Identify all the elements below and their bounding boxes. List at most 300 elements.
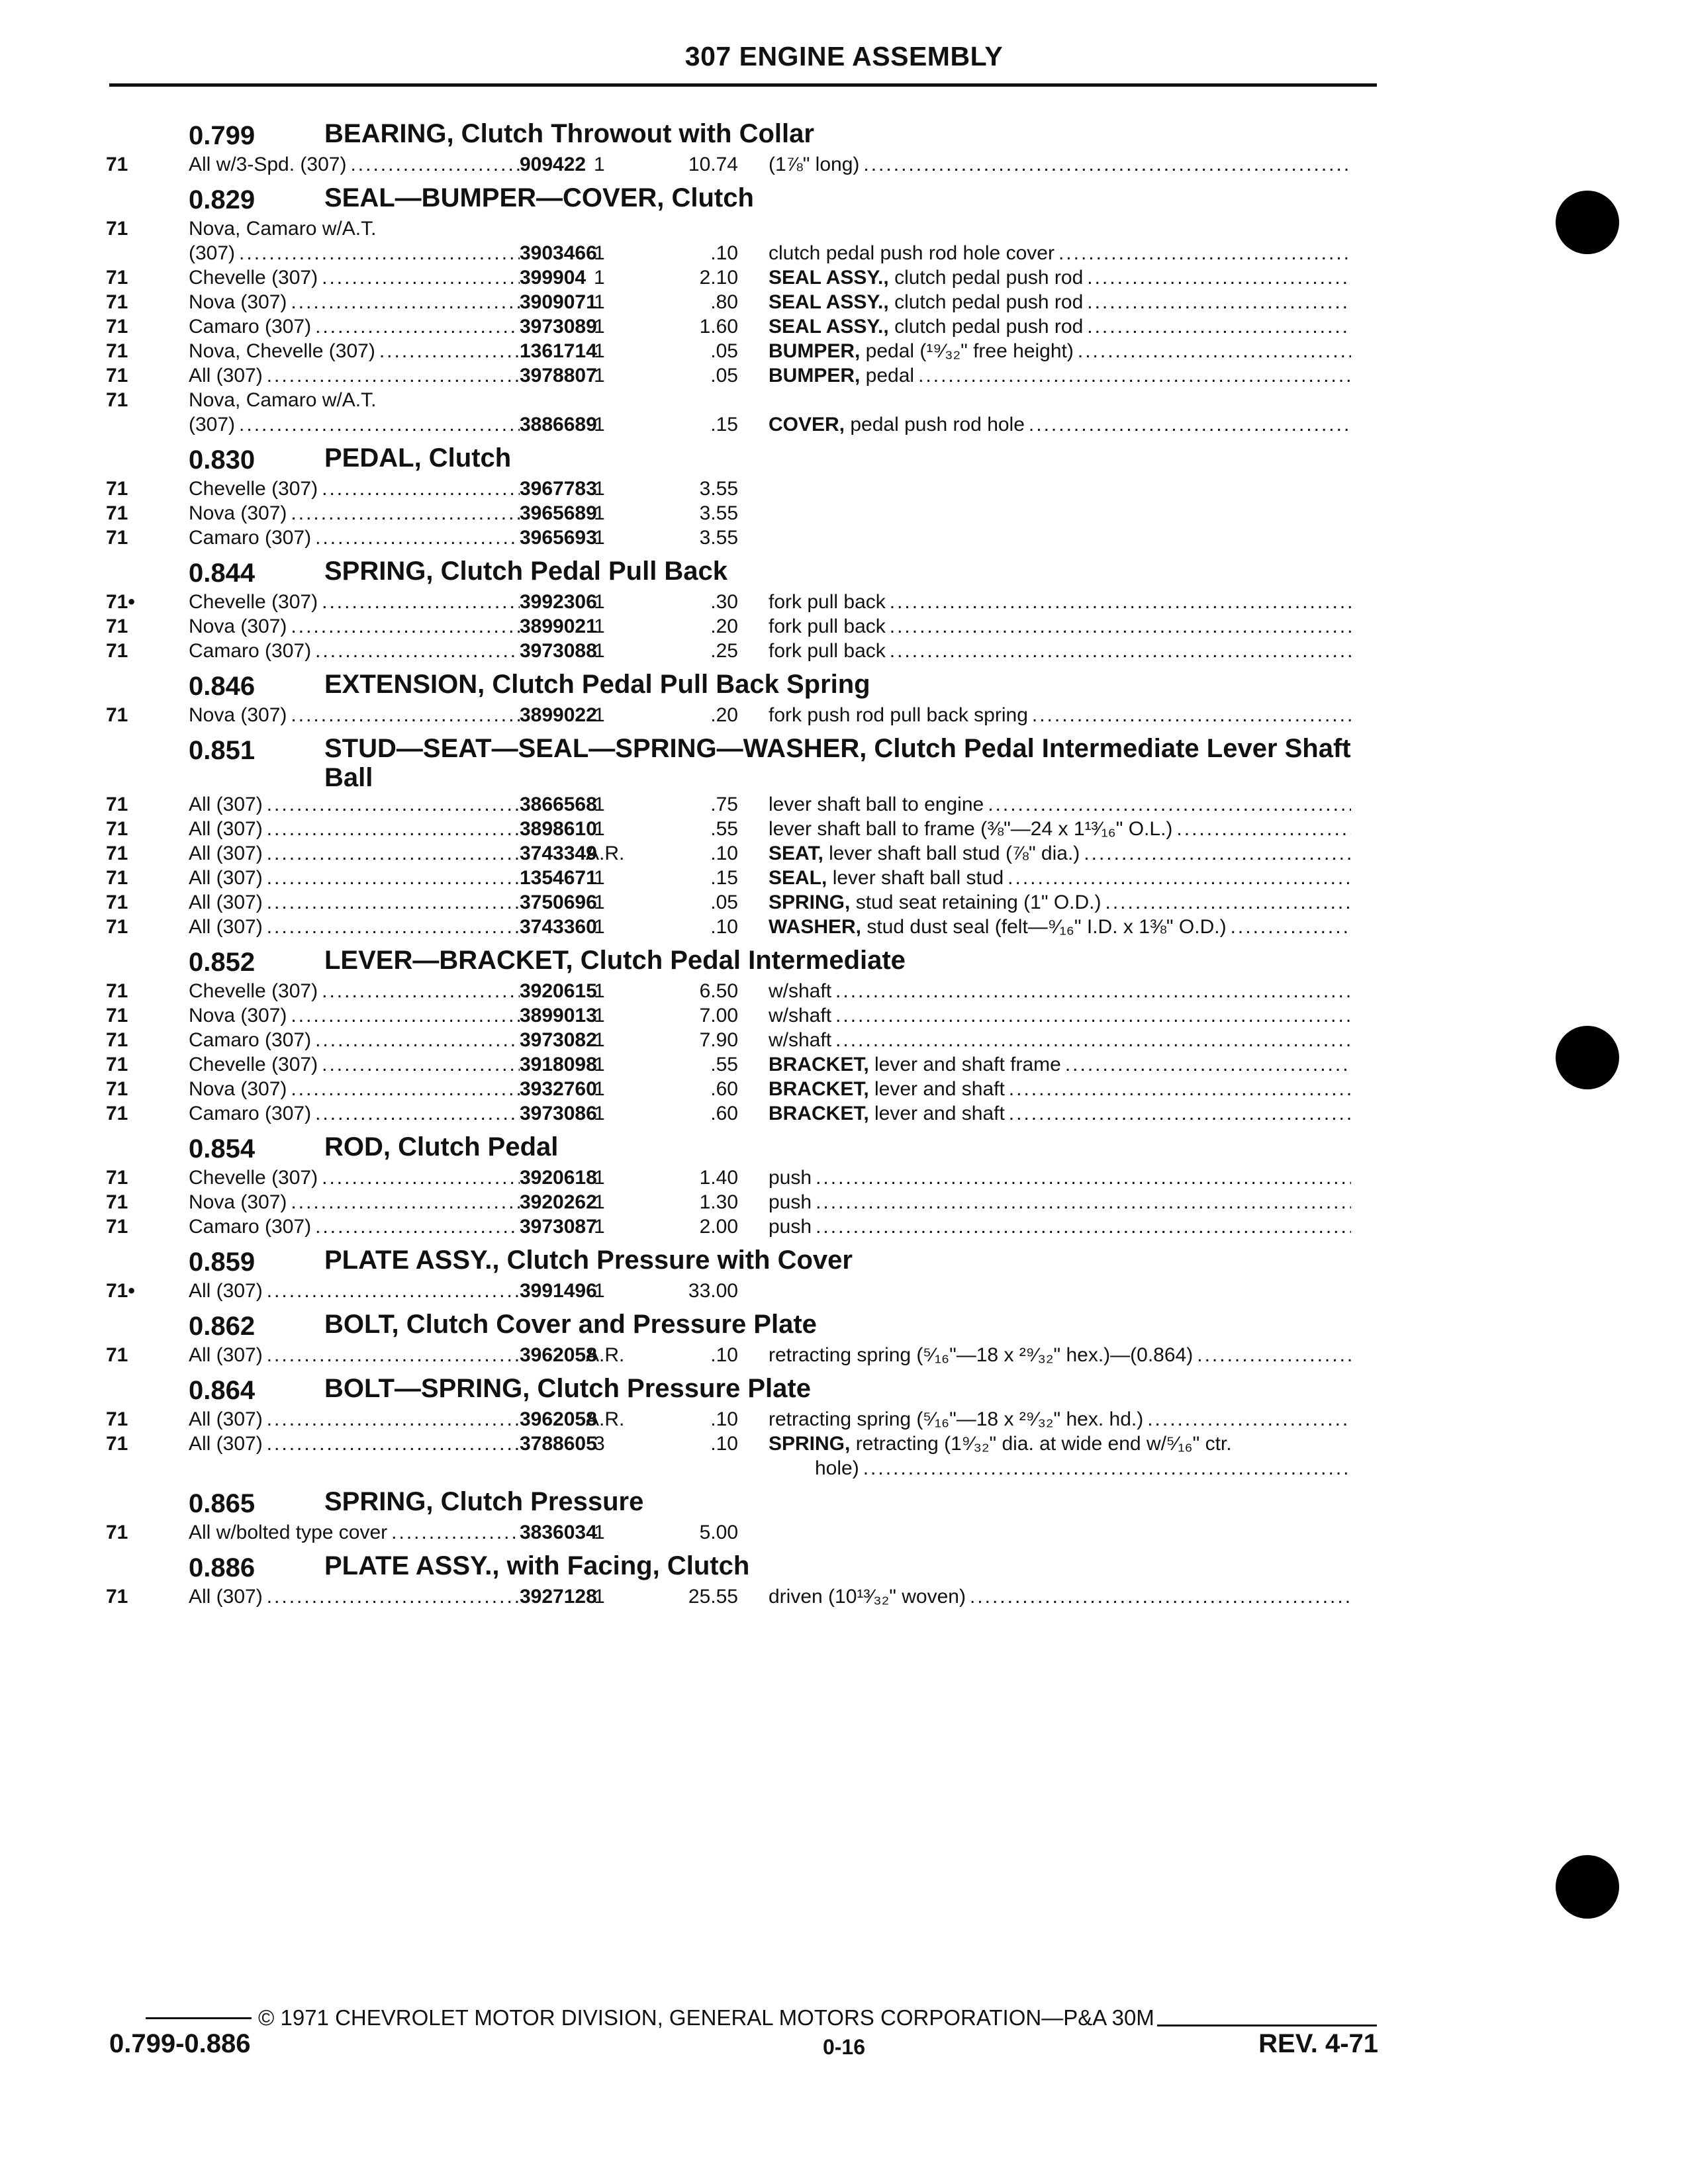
parts-list <box>0 113 1688 1609</box>
description-detail: lever and shaft <box>868 1078 1005 1100</box>
description-detail: clutch pedal push rod <box>888 291 1084 313</box>
description-text <box>769 590 886 614</box>
description-detail: retracting spring (⁵⁄₁₆"—18 x ²⁹⁄₃₂" hex. hd.) <box>769 1408 1144 1430</box>
part-number-cell: 3965693 <box>520 527 597 549</box>
description-cell <box>769 363 1351 388</box>
leader-dots <box>886 614 1351 639</box>
description-cell <box>769 866 1351 890</box>
table-row <box>0 477 1688 501</box>
description-text <box>769 1584 966 1609</box>
description-detail: (1⅞" long) <box>769 154 860 175</box>
model-cell <box>189 1407 520 1432</box>
section-title: ROD, Clutch Pedal <box>324 1132 559 1161</box>
model-cell <box>189 525 520 550</box>
price-cell: .05 <box>710 891 738 913</box>
binder-hole-1 <box>1556 191 1619 254</box>
year-cell: 71 <box>106 704 128 726</box>
price-cell: .10 <box>710 916 738 938</box>
description-text <box>769 290 1083 314</box>
model-cell <box>189 216 520 241</box>
description-cell <box>769 817 1351 841</box>
section-title: PLATE ASSY., with Facing, Clutch <box>324 1551 750 1580</box>
year-cell: 71 <box>106 154 128 175</box>
description-detail: w/shaft <box>769 1005 832 1026</box>
quantity-cell: 3 <box>594 1433 605 1455</box>
price-cell: 3.55 <box>699 502 738 524</box>
table-row <box>0 1101 1688 1126</box>
section <box>0 1243 1688 1303</box>
footer-rule-right <box>1157 2025 1377 2026</box>
year-cell: 71 <box>106 1586 128 1608</box>
leader-dots <box>914 363 1351 388</box>
year-cell: 71 <box>106 980 128 1002</box>
model-text: (307) <box>189 414 236 435</box>
part-number-cell: 3743349 <box>520 842 597 864</box>
part-number-cell: 3898610 <box>520 818 597 840</box>
footer-copyright: © 1971 CHEVROLET MOTOR DIVISION, GENERAL MOTORS CORPORATION—P&A 30M <box>258 2005 1154 2030</box>
description-text <box>769 915 1227 939</box>
quantity-cell: 1 <box>594 1280 605 1302</box>
leader-dots <box>263 1343 520 1367</box>
leader-dots <box>263 1432 520 1456</box>
table-row <box>0 590 1688 614</box>
leader-dots <box>311 525 520 550</box>
year-cell: 71 <box>106 1344 128 1366</box>
leader-dots <box>1061 1052 1351 1077</box>
description-detail: lever shaft ball stud (⅞" dia.) <box>823 842 1080 864</box>
model-cell <box>189 1343 520 1367</box>
leader-dots <box>886 639 1351 663</box>
model-cell <box>189 1165 520 1190</box>
section-header <box>0 1484 1688 1520</box>
model-cell <box>189 1279 520 1303</box>
price-cell: 7.00 <box>699 1005 738 1026</box>
description-cell <box>769 1584 1351 1609</box>
price-cell: .55 <box>710 1054 738 1075</box>
leader-dots <box>263 1584 520 1609</box>
description-text <box>769 412 1025 437</box>
leader-dots <box>311 1101 520 1126</box>
leader-dots <box>966 1584 1351 1609</box>
leader-dots <box>263 841 520 866</box>
table-row <box>0 1214 1688 1239</box>
leader-dots <box>984 792 1351 817</box>
price-cell: 33.00 <box>688 1280 738 1302</box>
leader-dots <box>318 1165 520 1190</box>
part-number-cell: 3909071 <box>520 291 597 313</box>
description-cell <box>769 1052 1351 1077</box>
table-row <box>0 1165 1688 1190</box>
table-row <box>0 1432 1688 1456</box>
description-text <box>769 152 859 177</box>
leader-dots <box>1028 703 1351 727</box>
leader-dots <box>287 614 520 639</box>
quantity-cell: 1 <box>594 242 605 264</box>
section <box>0 441 1688 550</box>
leader-dots <box>1025 412 1351 437</box>
section <box>0 1307 1688 1367</box>
model-cell <box>189 1028 520 1052</box>
part-number-cell: 3788605 <box>520 1433 597 1455</box>
description-text <box>769 363 914 388</box>
model-text: Camaro (307) <box>189 527 312 549</box>
section-title: SPRING, Clutch Pedal Pull Back <box>324 557 728 586</box>
description-continuation: hole) <box>815 1457 859 1479</box>
section <box>0 943 1688 1126</box>
model-text: All w/3-Spd. (307) <box>189 154 347 175</box>
table-row <box>0 1407 1688 1432</box>
part-number-cell: 3903466 <box>520 242 597 264</box>
leader-dots <box>859 1456 1351 1480</box>
part-number-cell: 1354671 <box>520 867 597 889</box>
leader-dots <box>311 639 520 663</box>
description-keyword: BRACKET, <box>769 1054 869 1075</box>
table-row <box>0 1190 1688 1214</box>
model-text: Chevelle (307) <box>189 1167 318 1189</box>
leader-dots <box>886 590 1351 614</box>
model-text: All w/bolted type cover <box>189 1522 388 1543</box>
model-cell <box>189 388 520 412</box>
description-cell <box>769 1077 1351 1101</box>
leader-dots <box>263 890 520 915</box>
model-text: Nova, Camaro w/A.T. <box>189 218 377 240</box>
model-text: Chevelle (307) <box>189 478 318 500</box>
description-text <box>769 1343 1193 1367</box>
model-text: Camaro (307) <box>189 640 312 662</box>
description-cell <box>769 1456 1351 1480</box>
footer-range: 0.799-0.886 <box>109 2029 251 2058</box>
description-text <box>769 1003 831 1028</box>
price-cell: 7.90 <box>699 1029 738 1051</box>
part-number-cell: 3973082 <box>520 1029 597 1051</box>
section-title: SPRING, Clutch Pressure <box>324 1487 644 1516</box>
quantity-cell: 1 <box>594 1029 605 1051</box>
year-cell: 71 <box>106 1054 128 1075</box>
leader-dots <box>1143 1407 1351 1432</box>
leader-dots <box>1193 1343 1351 1367</box>
quantity-cell: 1 <box>594 316 605 338</box>
table-row <box>0 1520 1688 1545</box>
description-text <box>769 1028 831 1052</box>
description-keyword: SEAL ASSY., <box>769 291 889 313</box>
price-cell: .80 <box>710 291 738 313</box>
year-cell: 71 <box>106 615 128 637</box>
description-keyword: COVER, <box>769 414 845 435</box>
model-cell <box>189 339 520 363</box>
description-cell <box>769 792 1351 817</box>
description-detail: fork pull back <box>769 640 886 662</box>
part-number-cell: 909422 <box>520 154 586 175</box>
model-text: Camaro (307) <box>189 1103 312 1124</box>
part-number-cell: 3899013 <box>520 1005 597 1026</box>
quantity-cell: 1 <box>594 414 605 435</box>
description-detail: pedal <box>860 365 915 387</box>
description-cell <box>769 1432 1351 1456</box>
price-cell: 3.55 <box>699 527 738 549</box>
year-cell: 71 <box>106 365 128 387</box>
description-text <box>769 817 1172 841</box>
quantity-cell: 1 <box>594 365 605 387</box>
table-row <box>0 1028 1688 1052</box>
model-cell <box>189 501 520 525</box>
description-text <box>769 1407 1143 1432</box>
section-title: LEVER—BRACKET, Clutch Pedal Intermediate <box>324 946 906 975</box>
quantity-cell: 1 <box>594 704 605 726</box>
model-cell <box>189 477 520 501</box>
description-detail: driven (10¹³⁄₃₂" woven) <box>769 1586 966 1608</box>
part-number-cell: 3932760 <box>520 1078 597 1100</box>
model-cell <box>189 1432 520 1456</box>
description-detail: pedal push rod hole <box>845 414 1025 435</box>
quantity-cell: 1 <box>594 340 605 362</box>
section-title: PLATE ASSY., Clutch Pressure with Cover <box>324 1246 853 1275</box>
year-cell: 71• <box>106 1280 135 1302</box>
table-row <box>0 412 1688 437</box>
section-number: 0.829 <box>189 185 256 214</box>
model-cell <box>189 614 520 639</box>
table-row <box>0 501 1688 525</box>
model-text: (307) <box>189 242 236 264</box>
price-cell: 2.10 <box>699 267 738 289</box>
quantity-cell: 1 <box>594 478 605 500</box>
leader-dots <box>311 314 520 339</box>
description-cell <box>769 639 1351 663</box>
leader-dots <box>263 1279 520 1303</box>
leader-dots <box>318 265 520 290</box>
year-cell: 71 <box>106 891 128 913</box>
section-header <box>0 1549 1688 1584</box>
description-cell <box>769 890 1351 915</box>
model-text: Chevelle (307) <box>189 267 318 289</box>
year-cell: 71 <box>106 1167 128 1189</box>
leader-dots <box>263 817 520 841</box>
section-number: 0.854 <box>189 1134 256 1163</box>
table-row <box>0 817 1688 841</box>
description-keyword: WASHER, <box>769 916 862 938</box>
year-cell: 71 <box>106 389 128 411</box>
leader-dots <box>318 590 520 614</box>
description-cell <box>769 915 1351 939</box>
leader-dots <box>859 152 1351 177</box>
quantity-cell: 1 <box>594 1522 605 1543</box>
description-cell <box>769 1190 1351 1214</box>
model-text: Nova (307) <box>189 1005 287 1026</box>
part-number-cell: 3973088 <box>520 640 597 662</box>
model-cell <box>189 915 520 939</box>
description-text <box>769 241 1055 265</box>
model-text: All (307) <box>189 818 263 840</box>
description-cell <box>769 339 1351 363</box>
part-number-cell: 3962058 <box>520 1344 597 1366</box>
model-cell <box>189 241 520 265</box>
binder-hole-3 <box>1556 1855 1619 1919</box>
year-cell: 71 <box>106 916 128 938</box>
leader-dots <box>263 915 520 939</box>
part-number-cell: 3992306 <box>520 591 597 613</box>
quantity-cell: 1 <box>594 916 605 938</box>
model-cell <box>189 290 520 314</box>
section-header <box>0 181 1688 216</box>
model-cell <box>189 890 520 915</box>
model-text: Chevelle (307) <box>189 1054 318 1075</box>
description-keyword: SEAL ASSY., <box>769 316 889 338</box>
leader-dots <box>812 1214 1351 1239</box>
description-text <box>769 866 1004 890</box>
model-cell <box>189 703 520 727</box>
table-row <box>0 265 1688 290</box>
leader-dots <box>287 290 520 314</box>
section-number: 0.862 <box>189 1312 256 1341</box>
year-cell: 71 <box>106 502 128 524</box>
description-text <box>769 639 886 663</box>
quantity-cell: A.R. <box>586 1408 625 1430</box>
model-text: Chevelle (307) <box>189 591 318 613</box>
leader-dots <box>1102 890 1351 915</box>
description-detail: pedal (¹⁹⁄₃₂" free height) <box>860 340 1074 362</box>
model-text: Chevelle (307) <box>189 980 318 1002</box>
part-number-cell: 3750696 <box>520 891 597 913</box>
year-cell: 71 <box>106 842 128 864</box>
description-detail: retracting (1⁹⁄₃₂" dia. at wide end w/⁵⁄₁₆" ctr. <box>850 1433 1232 1455</box>
year-cell: 71 <box>106 1216 128 1238</box>
leader-dots <box>263 363 520 388</box>
description-text <box>769 1077 1005 1101</box>
price-cell: .10 <box>710 1433 738 1455</box>
description-cell <box>769 314 1351 339</box>
section-number: 0.865 <box>189 1489 256 1518</box>
year-cell: 71 <box>106 267 128 289</box>
description-text <box>769 614 886 639</box>
price-cell: 5.00 <box>699 1522 738 1543</box>
leader-dots <box>1172 817 1351 841</box>
leader-dots <box>1005 1077 1351 1101</box>
description-detail: fork push rod pull back spring <box>769 704 1028 726</box>
leader-dots <box>831 1003 1351 1028</box>
year-cell: 71 <box>106 340 128 362</box>
section-title: BOLT—SPRING, Clutch Pressure Plate <box>324 1374 811 1403</box>
year-cell: 71 <box>106 478 128 500</box>
year-cell: 71 <box>106 218 128 240</box>
section <box>0 731 1688 939</box>
model-text: Camaro (307) <box>189 1029 312 1051</box>
quantity-cell: 1 <box>594 1586 605 1608</box>
description-detail: push <box>769 1216 812 1238</box>
part-number-cell: 3927128 <box>520 1586 597 1608</box>
description-cell <box>769 241 1351 265</box>
price-cell: .25 <box>710 640 738 662</box>
description-text <box>769 1190 812 1214</box>
year-cell: 71 <box>106 867 128 889</box>
footer-copyright-line <box>146 2005 1377 2030</box>
description-detail: lever shaft ball to engine <box>769 794 984 815</box>
description-cell <box>769 1101 1351 1126</box>
description-cell <box>769 979 1351 1003</box>
part-number-cell: 3973086 <box>520 1103 597 1124</box>
table-row <box>0 152 1688 177</box>
section <box>0 667 1688 727</box>
leader-dots <box>1227 915 1351 939</box>
leader-dots <box>1083 314 1351 339</box>
part-number-cell: 3967783 <box>520 478 597 500</box>
description-detail: clutch pedal push rod <box>888 316 1084 338</box>
price-cell: 1.60 <box>699 316 738 338</box>
part-number-cell: 3920262 <box>520 1191 597 1213</box>
description-detail: lever shaft ball stud <box>827 867 1004 889</box>
section <box>0 554 1688 663</box>
leader-dots <box>831 1028 1351 1052</box>
model-text: All (307) <box>189 1344 263 1366</box>
leader-dots <box>387 1520 520 1545</box>
description-cell <box>769 1407 1351 1432</box>
description-cell <box>769 1214 1351 1239</box>
part-number-cell: 3920618 <box>520 1167 597 1189</box>
description-cell <box>769 1028 1351 1052</box>
section-number: 0.799 <box>189 121 256 150</box>
part-number-cell: 3899021 <box>520 615 597 637</box>
section-header <box>0 1307 1688 1343</box>
section-header <box>0 1371 1688 1407</box>
quantity-cell: 1 <box>594 980 605 1002</box>
model-cell <box>189 792 520 817</box>
table-row <box>0 1343 1688 1367</box>
description-keyword: SEAL ASSY., <box>769 267 889 289</box>
price-cell: .05 <box>710 340 738 362</box>
section-title: STUD—SEAT—SEAL—SPRING—WASHER, Clutch Pedal Intermediate Lever Shaft Ball <box>324 734 1351 792</box>
quantity-cell: 1 <box>594 794 605 815</box>
table-row <box>0 1279 1688 1303</box>
price-cell: .75 <box>710 794 738 815</box>
price-cell: .15 <box>710 414 738 435</box>
description-text <box>769 703 1028 727</box>
description-detail: lever and shaft <box>868 1103 1005 1124</box>
leader-dots <box>812 1165 1351 1190</box>
quantity-cell: 1 <box>594 267 605 289</box>
description-keyword: BUMPER, <box>769 340 861 362</box>
model-cell <box>189 412 520 437</box>
price-cell: .10 <box>710 842 738 864</box>
section-header <box>0 1243 1688 1279</box>
section-title: BOLT, Clutch Cover and Pressure Plate <box>324 1310 817 1339</box>
leader-dots <box>1080 841 1351 866</box>
description-detail: lever and shaft frame <box>868 1054 1061 1075</box>
year-cell: 71 <box>106 1103 128 1124</box>
description-detail: clutch pedal push rod hole cover <box>769 242 1055 264</box>
price-cell: .30 <box>710 591 738 613</box>
section-header <box>0 943 1688 979</box>
table-row <box>0 915 1688 939</box>
leader-dots <box>287 1077 520 1101</box>
model-cell <box>189 1190 520 1214</box>
part-number-cell: 3991496 <box>520 1280 597 1302</box>
price-cell: 1.30 <box>699 1191 738 1213</box>
description-text <box>769 792 984 817</box>
part-number-cell: 3918098 <box>520 1054 597 1075</box>
year-cell: 71 <box>106 818 128 840</box>
model-cell <box>189 363 520 388</box>
leader-dots <box>318 1052 520 1077</box>
leader-dots <box>375 339 520 363</box>
section-title: PEDAL, Clutch <box>324 443 512 473</box>
price-cell: .20 <box>710 615 738 637</box>
model-text: All (307) <box>189 842 263 864</box>
model-cell <box>189 866 520 890</box>
description-text <box>769 1214 812 1239</box>
leader-dots <box>346 152 520 177</box>
part-number-cell: 3866568 <box>520 794 597 815</box>
model-cell <box>189 1584 520 1609</box>
section-number: 0.864 <box>189 1376 256 1405</box>
quantity-cell: 1 <box>594 527 605 549</box>
